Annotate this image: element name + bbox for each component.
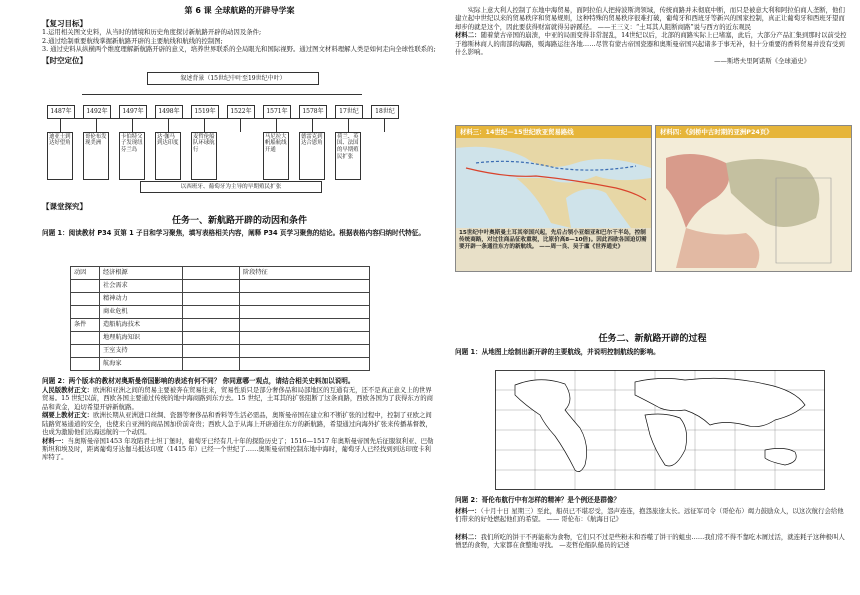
- material-2-text: 随着蒙古帝国的崩溃，中亚的局面变得非常混乱，14世纪以后，北部的商路实际上已堵塞，此后，大部分产品汇集到那时以前受控于穆斯林商人的南部的海路，贩海路运往各地……尽管有蒙古帝国瓷器和奥斯曼帝国兴起诸多于事无补，但十分重要的香料贸易并没有受到什么影响。: [455, 31, 847, 57]
- material-2-label: 材料二：: [455, 31, 481, 40]
- timeline-connector: [348, 118, 349, 132]
- timeline-header: 叙述背景（15世纪中叶至19世纪中叶）: [147, 72, 319, 85]
- timeline-event: 哥伦布发现美洲: [83, 132, 109, 180]
- review-item: 1.运用相关图文史料，从当时的情境和历史角度探讨新航路开辟的动因及条件;: [42, 28, 262, 37]
- table-row-label: 精神动力: [100, 293, 183, 306]
- table-cell[interactable]: [183, 332, 240, 345]
- timeline-year: 18世纪: [371, 105, 399, 119]
- trade-route-map-image: [455, 125, 652, 272]
- world-outline-map[interactable]: [495, 370, 825, 490]
- asia-map-image: [655, 125, 852, 272]
- table-row-label: 王室支持: [100, 345, 183, 358]
- timeline-event: 达·伽马到达印度: [155, 132, 181, 180]
- review-item: 3. 通过史料从纵横两个维度理解新航路开辟的意义，培养世界联系的全局眼光和国际视野。通过图文材料理解人类是如何走向全球性联系的;: [42, 45, 436, 54]
- timeline-connector: [312, 118, 313, 132]
- review-heading: 【复习目标】: [42, 18, 87, 28]
- table-cell[interactable]: [183, 267, 240, 280]
- classroom-heading: 【课堂探究】: [42, 201, 87, 211]
- table-cell[interactable]: [183, 319, 240, 332]
- review-item: 2.通过绘制重要航线掌握新航路开辟的主要航线和航线的控制图;: [42, 36, 223, 45]
- timeline-connector: [384, 118, 385, 132]
- table-category-motive: 动因: [71, 267, 100, 280]
- task1-question-2: 问题 2：两个版本的教材对奥斯曼帝国影响的表述有何不同？ 你同意哪一观点，请结合相关史料加以说明。: [42, 377, 355, 386]
- reading-1-text: （十月十日 星期三）至此，船员已不堪忍受，怨声连连，抱怨旅途太长。远征军司令（哥伦布）竭力鼓励众人，以这次航行会给他们带来的好处燃起他们的希望。 —— 哥伦布：《航海日记》: [455, 507, 844, 524]
- timeline-connector: [168, 118, 169, 132]
- material-1-continued: 实际上意大利人控制了东地中海贸易，面阿拉伯人把持波斯湾领域，传统商路并未彻底中断，而只是被意大利和阿拉伯商人垄断，他们建立起中世纪以来的贸易秩序和贸易规则，这种特殊的贸易秩序很难打破，葡萄牙和西班牙等新兴的国家控制，真正让葡萄牙和西班牙望而却步的就是这个，因此要获得财富就得另辟蹊径。 ——王三义：“土耳其人阻断商路”说与西方的近东观民: [455, 6, 845, 31]
- timeline-year: 1519年: [191, 105, 219, 119]
- task2-question-2: 问题 2：哥伦布航行中有怎样的精神？是个例还是群像？: [455, 496, 621, 504]
- timeline-year: 17世纪: [335, 105, 363, 119]
- right-column: [455, 0, 850, 550]
- timeline-year: 1578年: [299, 105, 327, 119]
- motive-condition-table: [70, 266, 370, 371]
- timeline-connector: [276, 118, 277, 132]
- map3-caption: 15世纪中叶奥斯曼土耳其帝国兴起，先后占领小亚细亚和巴尔干半岛，控制传统商路，对过往商品征收重税，比原价高8—10倍)。因此西欧各国迫切需要开辟一条通往东方的新航线。 ——周一良、吴于廑《世界通史》: [459, 230, 647, 250]
- timeline-heading: 【时空定位】: [42, 55, 87, 65]
- timeline-connector: [60, 118, 61, 132]
- timeline-year: 1522年: [227, 105, 255, 119]
- timeline-event: 麦哲伦船队环球航行: [191, 132, 217, 180]
- table-cell[interactable]: [240, 345, 370, 358]
- table-cell[interactable]: [240, 319, 370, 332]
- table-row-label: 社会需求: [100, 280, 183, 293]
- pep-paragraph: [42, 386, 437, 411]
- table-row-label: 造船航海技术: [100, 319, 183, 332]
- table-cell[interactable]: [240, 280, 370, 293]
- table-cell[interactable]: [240, 332, 370, 345]
- table-cell[interactable]: [240, 358, 370, 371]
- timeline-year: 1487年: [47, 105, 75, 119]
- table-cell[interactable]: [183, 293, 240, 306]
- timeline-connector: [204, 118, 205, 132]
- table-cell[interactable]: [240, 293, 370, 306]
- reading-2-paragraph: [455, 533, 850, 550]
- tb-text: 欧洲长期从亚洲进口丝绸、瓷器等奢侈品和香料等生活必需品，奥斯曼帝国在建立和不断扩张的过程中，控制了亚欧之间陆路贸易通道的安全，也使来自亚洲的商品国加价前奇贵；西欧人急于从海上开辟通往东方的新航路，希望通过向海外扩张来传播基督教，也成为激励他们出海远航的一个动因。: [42, 411, 432, 437]
- timeline-connector: [96, 118, 97, 132]
- trade-route-map-icon: [456, 138, 651, 228]
- table-row-label: 经济根源: [100, 267, 183, 280]
- timeline-connector: [132, 118, 133, 132]
- reading-1-paragraph: [455, 507, 850, 524]
- timeline-event: 马尼拉大帆船航线开通: [263, 132, 289, 180]
- timeline-event: 卡伯特父子发现纽芬兰岛: [119, 132, 145, 180]
- table-stage-header: 阶段特征: [240, 267, 370, 280]
- tb-paragraph: [42, 411, 437, 436]
- table-category-condition: 条件: [71, 319, 100, 332]
- timeline-base-box: 以西班牙、葡萄牙为主导的早期殖民扩张: [140, 181, 322, 193]
- task2-question-1: 问题 1：从地图上绘制出新开辟的主要航线，并说明控制航线的影响。: [455, 348, 660, 356]
- table-cell[interactable]: [183, 345, 240, 358]
- table-cell[interactable]: [183, 358, 240, 371]
- task2-title: 任务二、新航路开辟的过程: [598, 334, 707, 344]
- table-cell[interactable]: [183, 306, 240, 319]
- material-2-source: ——斯塔夫里阿诺斯《全球通史》: [714, 56, 810, 65]
- task1-question-1: 问题 1：阅读教材 P34 页第 1 子目和学习聚焦，填写表格相关内容，阐释 P34 页学习聚焦的结论。根据表格内容归纳时代特征。: [42, 229, 425, 238]
- material-1-label: 材料一：: [42, 436, 68, 445]
- reading-1-label: 材料一：: [455, 507, 481, 515]
- map4-title: 材料四：《剑桥中古时期的亚洲P24页》: [656, 126, 851, 138]
- material-1-paragraph: [42, 437, 437, 462]
- table-cell[interactable]: [240, 306, 370, 319]
- pep-text: 欧洲和亚洲之间的贸易主要被奔在贸易往来，贸易性质只是部分奢侈品和局部地区的互通有无，还不是真正意义上的世界贸易。15 世纪以前，西欧各国主要通过传统的地中海商路到东方去。15 世纪，土耳其的扩张阻断了这条商路，西欧各国为了获得东方的商品和黄金，迫切希望开辟新航路。: [42, 385, 433, 411]
- timeline-bracket-line: [82, 94, 362, 95]
- timeline-event: 德雷克到达合恩角: [299, 132, 325, 180]
- task1-title: 任务一、新航路开辟的动因和条件: [171, 215, 307, 226]
- map3-title: 材料三：14世纪—15世纪欧亚贸易路线: [456, 126, 651, 138]
- timeline-year: 1492年: [83, 105, 111, 119]
- table-row-label: 航海家: [100, 358, 183, 371]
- table-row-label: 地理航海知识: [100, 332, 183, 345]
- timeline-year: 1571年: [263, 105, 291, 119]
- material-1-text: 当奥斯曼帝国1453 年攻陷君士坦丁堡时，葡萄牙已经有几十年的探险历史了；1516—1517 年奥斯曼帝国先后征服叙利亚、巴勒斯坦和埃及时，距离葡萄牙达伽马抵达印度（1415 年）已经一个世纪了……奥斯曼帝国控制东地中海时，葡萄牙人已经找到到达印度卡利库特了。: [42, 436, 434, 462]
- timeline-connector: [240, 118, 241, 132]
- timeline-diagram: [42, 72, 437, 188]
- timeline-year: 1498年: [155, 105, 183, 119]
- pep-label: 人民版教材正文：: [42, 385, 94, 394]
- left-column: [42, 0, 437, 462]
- reading-2-text: 我们所吃的饼干不再能称为食物，它们只不过是些粉末和吞噬了饼干的蛆虫……我们常不得不靠吃木屑过活，就连耗子这种极叫人憎恶的食物，大家都在食整地寻找。 —麦哲伦船队船员的记述: [455, 533, 845, 550]
- tb-label: 纲要上教材正文：: [42, 411, 94, 420]
- table-cell[interactable]: [183, 280, 240, 293]
- asia-map-icon: [656, 138, 851, 271]
- table-row-label: 商业危机: [100, 306, 183, 319]
- reading-2-label: 材料二：: [455, 533, 481, 541]
- timeline-event: 荷兰、英国、法国的早期殖民扩张: [335, 132, 361, 180]
- page-title: 第 6 课 全球航路的开辟导学案: [184, 6, 295, 15]
- timeline-year: 1497年: [119, 105, 147, 119]
- timeline-event: 迪亚士到达好望角: [47, 132, 73, 180]
